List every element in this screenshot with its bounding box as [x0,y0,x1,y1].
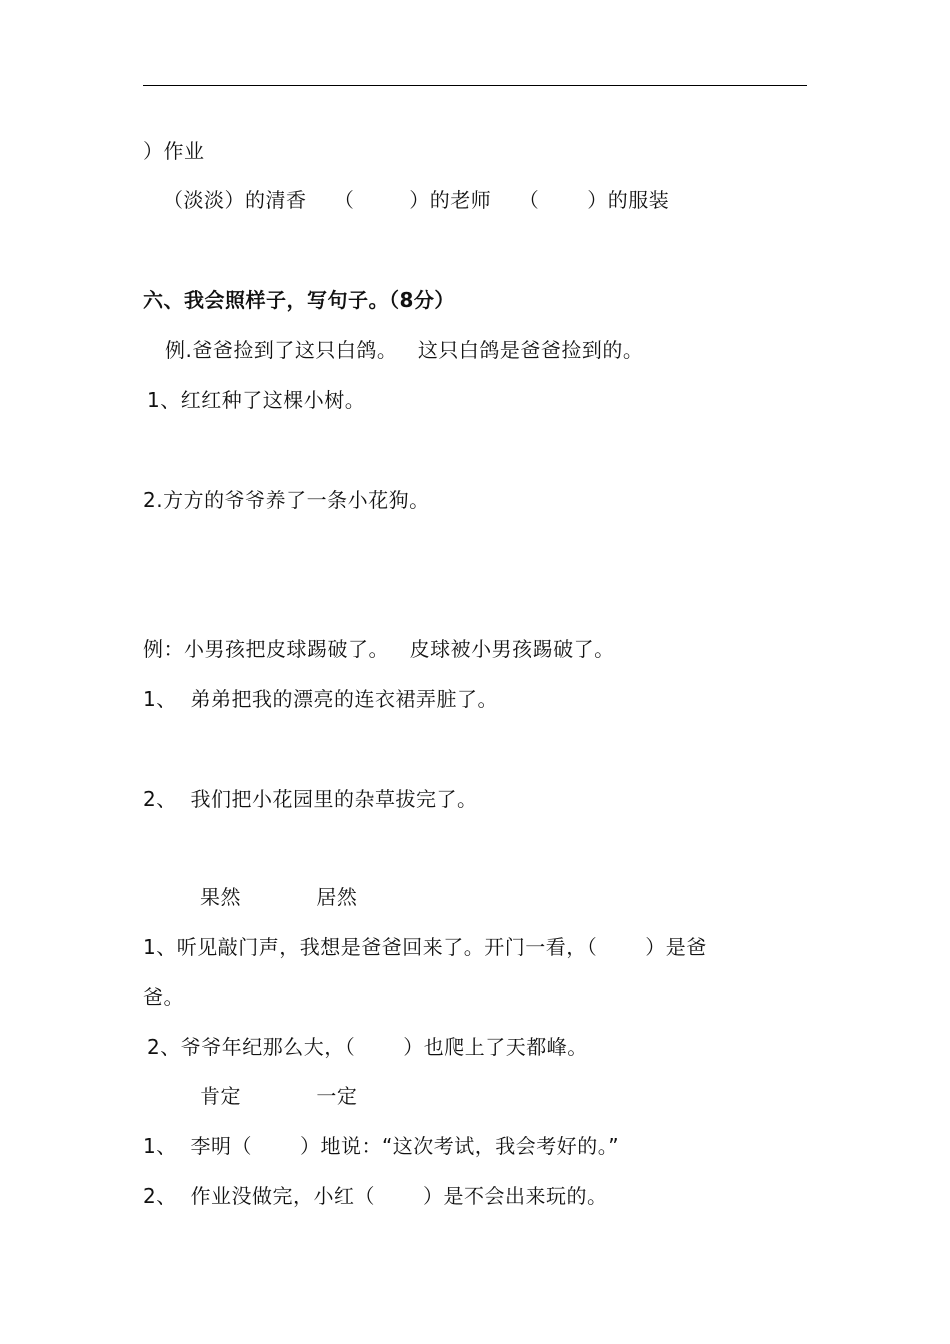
section-title-six: 六、我会照样子，写句子。（8分） [143,288,455,312]
text-line-homework: ）作业 [143,139,205,163]
question-4-1: 1、 李明（ ）地说：“这次考试，我会考好的。” [143,1134,620,1158]
word-choices-2: 肯定 一定 [200,1084,358,1108]
text-line-fill-adjectives: （淡淡）的清香 （ ）的老师 （ ）的服装 [163,188,670,212]
question-1-1: 1、红红种了这棵小树。 [147,388,366,412]
example-sentence-1: 例.爸爸捡到了这只白鸽。 这只白鸽是爸爸捡到的。 [165,338,644,362]
question-2-1: 1、 弟弟把我的漂亮的连衣裙弄脏了。 [143,687,498,711]
word-choices-1: 果然 居然 [200,885,358,909]
question-3-1-continued: 爸。 [143,985,184,1009]
example-sentence-2: 例：小男孩把皮球踢破了。 皮球被小男孩踢破了。 [143,637,615,661]
question-1-2: 2.方方的爷爷养了一条小花狗。 [143,488,430,512]
question-3-1: 1、听见敲门声，我想是爸爸回来了。开门一看，（ ）是爸 [143,935,707,959]
question-2-2: 2、 我们把小花园里的杂草拔完了。 [143,787,478,811]
question-3-2: 2、爷爷年纪那么大，（ ）也爬上了天都峰。 [147,1035,588,1059]
question-4-2: 2、 作业没做完，小红（ ）是不会出来玩的。 [143,1184,608,1208]
top-rule [143,85,807,86]
